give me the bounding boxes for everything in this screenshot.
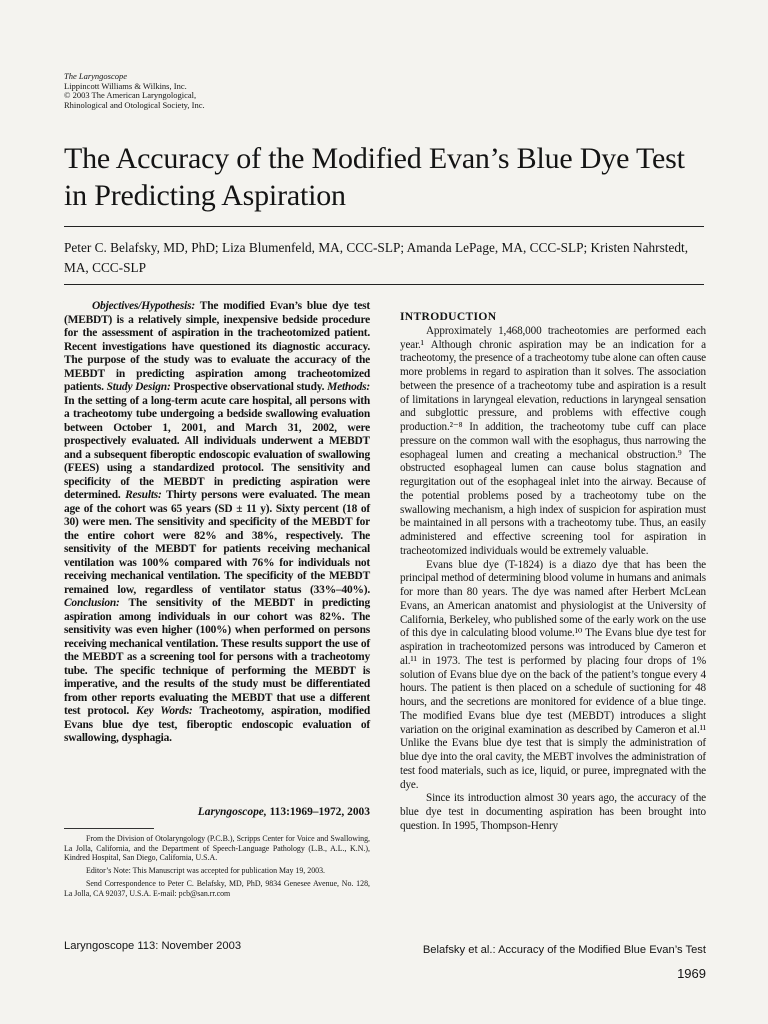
footnote-affiliation: From the Division of Otolaryngology (P.C.B.), Scripps Center for Voice and Swallowing, La Jolla, California, and the Department of Speech-Language Pathology (L.B., A.L., K.N.), Kindred Hospital, San Diego, California, U.S.A. (64, 834, 370, 863)
objectives-label: Objectives/Hypothesis: (92, 300, 195, 312)
footer-running-title: Belafsky et al.: Accuracy of the Modified Blue Evan’s Test (422, 944, 706, 956)
abstract (64, 300, 370, 746)
methods-label: Methods: (327, 381, 370, 393)
society-line: Rhinological and Otological Society, Inc. (64, 99, 205, 110)
design-label: Study Design: (106, 381, 171, 393)
footnote-editor-note: Editor’s Note: This Manuscript was accepted for publication May 19, 2003. (86, 866, 326, 876)
keywords-text: Tracheotomy, aspiration, modified Evans blue dye test, fiberoptic endoscopic evaluation of swallowing, dysphagia. (64, 705, 370, 744)
results-text: Thirty persons were evaluated. The mean age of the cohort was 65 years (SD ± 11 y). Sixty percent (18 of 30) were men. The sensitivity and specificity of the MEBDT for the entire cohort were 82% and 38%, respectively. The sensitivity of the MEBDT for patients receiving mechanical ventilation was 100% compared with 76% for individuals not receiving mechanical ventilation. The specificity of the MEBDT remained low, regardless of ventilator status (33%–40%). (64, 489, 370, 596)
introduction-section (400, 310, 706, 834)
title-rule-top (64, 226, 704, 227)
journal-header (64, 72, 205, 110)
methods-text: In the setting of a long-term acute care hospital, all persons with a tracheotomy tube undergoing a bedside swallowing evaluation between October 1, 2001, and March 31, 2002, were prospectively evaluated. All individuals underwent a MEBDT and a subsequent fiberoptic endoscopic evaluation of swallowing (FEES) using a standardized protocol. The sensitivity and specificity of the MEBDT in predicting aspiration were determined. (64, 394, 370, 501)
conclusion-text: The sensitivity of the MEBDT in predicting aspiration among individuals in our cohort was 82%. The sensitivity was even higher (100%) when performed on persons receiving mechanical ventilation. These results support the use of the MEBDT as a screening tool for persons with a tracheotomy tube. The specific technique of performing the MEBDT is imperative, and the results of the study must be differentiated from other reports evaluating the MEBDT that use a different test protocol. (64, 597, 370, 717)
citation-journal: Laryngoscope, (197, 806, 267, 818)
introduction-paragraph: Evans blue dye (T-1824) is a diazo dye that has been the principal method of determining blood volume in humans and animals for more than 80 years. The dye was named after Herbert McLean Evans, an American anatomist and physiologist at the University of California, Berkeley, who published some of the early work on the use of this dye in calculating blood volume.¹⁰ The Evans blue dye test for aspiration in tracheotomized persons was introduced by Cameron et al.¹¹ in 1973. The test is performed by placing four drops of 1% solution of Evans blue dye on the back of the patient’s tongue every 4 hours. The patient is then placed on a schedule of suctioning for 48 hours, and the secretions are monitored for evidence of a blue tinge. The modified Evans blue dye test (MEBDT) introduces a slight variation on the original examination as described by Cameron et al.¹¹ Unlike the Evans blue dye test that is simply the administration of blue dye into the oral cavity, the MEBT involves the administration of test food materials, such as ice, liquid, or puree, impregnated with the dye. (400, 558, 706, 791)
page-number: 1969 (677, 966, 706, 981)
conclusion-label: Conclusion: (64, 597, 120, 609)
citation-details: 113:1969–1972, 2003 (266, 806, 370, 818)
results-label: Results: (125, 489, 162, 501)
author-list: Peter C. Belafsky, MD, PhD; Liza Blumenfeld, MA, CCC-SLP; Amanda LePage, MA, CCC-SLP; Kristen Nahrstedt, MA, CCC-SLP (64, 240, 689, 275)
introduction-paragraph: Since its introduction almost 30 years ago, the accuracy of the blue dye test in documenting aspiration has been brought into question. In 1995, Thompson-Henry (400, 792, 706, 832)
footer-journal-issue: Laryngoscope 113: November 2003 (64, 940, 242, 952)
footnote-rule (64, 828, 154, 829)
journal-name: The Laryngoscope (64, 71, 128, 81)
design-text: Prospective observational study. (170, 381, 328, 393)
footnotes (64, 834, 370, 901)
copyright-line: © 2003 The American Laryngological, (64, 90, 197, 100)
introduction-heading: INTRODUCTION (400, 310, 497, 323)
objectives-text: The modified Evan’s blue dye test (MEBDT) is a relatively simple, inexpensive bedside procedure for the assessment of aspiration in the tracheotomized patient. Recent investigations have questioned its diagnostic accuracy. The purpose of the study was to evaluate the accuracy of the MEBDT in predicting aspiration among tracheotomized patients. (64, 300, 370, 393)
footnote-correspondence: Send Correspondence to Peter C. Belafsky, MD, PhD, 9834 Genesee Avenue, No. 128, La Jolla, CA 92037, U.S.A. E-mail: pcb@san.rr.com (64, 878, 370, 898)
introduction-paragraph: Approximately 1,468,000 tracheotomies are performed each year.¹ Although chronic aspiration may be an indication for a tracheotomy, the presence of a tracheotomy tube alone can often cause more problems in regard to aspiration than it solves. The association between the presence of a tracheotomy tube and aspiration is a result of limitations in laryngeal elevation, reductions in laryngeal sensation and subglottic pressure, and problems with effective cough production.²⁻⁸ In addition, the tracheotomy tube cuff can place pressure on the common wall with the esophagus, thus narrowing the esophageal lumen and creating a mechanical obstruction.⁹ The obstructed esophageal lumen can cause bolus stagnation and regurgitation out of the esophageal inlet into the airway. Because of the potential problems posed by a tracheotomy tube on the swallowing mechanism, a high index of suspicion for aspiration must be maintained in all persons with a tracheotomy tube. Thus, an easily administered and effective screening tool for aspiration in tracheotomized individuals would be extremely valuable. (400, 324, 706, 557)
keywords-label: Key Words: (136, 705, 193, 717)
citation (64, 806, 370, 820)
publisher-line: Lippincott Williams & Wilkins, Inc. (64, 80, 187, 91)
title-rule-bottom (64, 284, 704, 285)
article-title: The Accuracy of the Modified Evan’s Blue Dye Test in Predicting Aspiration (64, 142, 685, 212)
